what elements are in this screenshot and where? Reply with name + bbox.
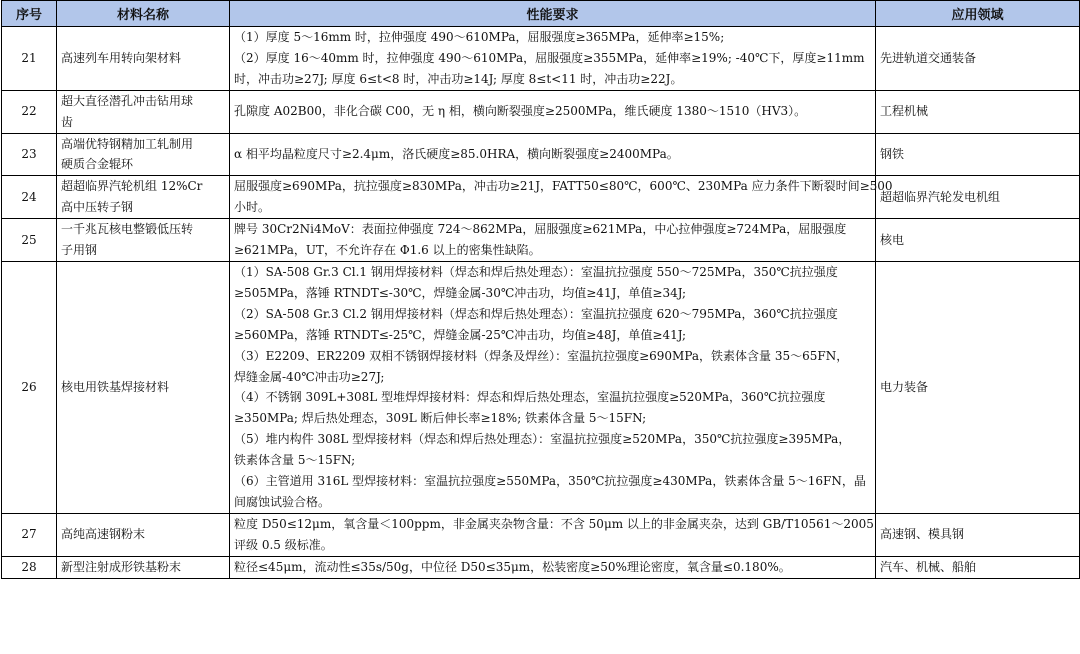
row-application: 钢铁 [876,133,1080,176]
material-name-line: 一千兆瓦核电整锻低压转 [61,222,194,237]
table-row [2,261,1080,513]
row-performance [230,513,876,556]
performance-line: ≥505MPa，落锤 RTNDT≤-30℃，焊缝金属-30℃冲击功，均值≥41J，单值≥34J; [234,285,687,300]
material-name-line: 超大直径潜孔冲击钻用球 [61,93,194,108]
row-application: 工程机械 [876,90,1080,133]
row-performance [230,90,876,133]
performance-line: （4）不锈钢 309L+308L 型堆焊焊接材料：焊态和焊后热处理态，室温抗拉强度≥520MPa，360℃抗拉强度 [234,390,826,405]
performance-line: 焊缝金属-40℃冲击功≥27J; [234,369,385,384]
row-seq: 28 [2,556,57,578]
material-name-line: 高端优特钢精加工轧制用 [61,136,194,151]
header-application: 应用领域 [876,1,1080,27]
table-row [2,219,1080,262]
row-material-name [57,176,230,219]
row-application: 汽车、机械、船舶 [876,556,1080,578]
row-seq: 24 [2,176,57,219]
performance-line: （3）E2209、ER2209 双相不锈钢焊接材料（焊条及焊丝）：室温抗拉强度≥690MPa，铁素体含量 35～65FN， [234,348,849,363]
row-performance [230,133,876,176]
material-name-line: 新型注射成形铁基粉末 [61,559,182,574]
performance-line: 铁素体含量 5～15FN; [234,453,356,468]
performance-line: （2）SA-508 Gr.3 Cl.2 钢用焊接材料（焊态和焊后热处理态）：室温抗拉强度 620～795MPa，360℃抗拉强度 [234,306,838,321]
performance-line: （1）厚度 5～16mm 时，拉伸强度 490～610MPa，屈服强度≥365MPa，延伸率≥15%; [234,30,725,44]
table-row [2,27,1080,91]
row-application: 高速钢、模具钢 [876,513,1080,556]
performance-line: 时，冲击功≥27J; 厚度 6≤t<8 时，冲击功≥14J; 厚度 8≤t<11 时，冲击功≥22J。 [234,71,683,86]
performance-line: 间腐蚀试验合格。 [234,494,331,509]
row-material-name [57,219,230,262]
row-performance [230,261,876,513]
header-material: 材料名称 [57,1,230,27]
row-performance [230,556,876,578]
performance-line: ≥560MPa，落锤 RTNDT≤-25℃，焊缝金属-25℃冲击功，均值≥48J，单值≥41J; [234,327,687,342]
performance-line: 粒度 D50≤12μm，氧含量＜100ppm，非金属夹杂物含量：不含 50μm 以上的非金属夹杂，达到 GB/T10561～2005 [234,516,874,531]
row-application: 核电 [876,219,1080,262]
material-name-line: 高纯高速钢粉末 [61,527,146,542]
performance-line: 屈服强度≥690MPa，抗拉强度≥830MPa，冲击功≥21J，FATT50≤80℃，600℃、230MPa 应力条件下断裂时间≥500 [234,179,893,194]
performance-line: ≥350MPa; 焊后热处理态，309L 断后伸长率≥18%; 铁素体含量 5～15FN; [234,411,647,426]
materials-table [1,0,1080,579]
row-material-name [57,27,230,91]
table-row [2,90,1080,133]
row-application: 超超临界汽轮发电机组 [876,176,1080,219]
row-seq: 26 [2,261,57,513]
performance-line: （2）厚度 16～40mm 时，拉伸强度 490～610MPa，屈服强度≥355MPa，延伸率≥19%; -40℃下，厚度≥11mm [234,50,865,65]
row-performance [230,219,876,262]
row-application: 先进轨道交通装备 [876,27,1080,91]
row-performance [230,176,893,219]
material-name-line: 子用钢 [61,243,98,258]
performance-line: 牌号 30Cr2Ni4MoV：表面拉伸强度 724～862MPa，屈服强度≥621MPa，中心拉伸强度≥724MPa，屈服强度 [234,222,847,237]
performance-line: 孔隙度 A02B00，非化合碳 C00，无 η 相，横向断裂强度≥2500MPa，维氏硬度 1380～1510（HV3）。 [234,104,807,119]
row-performance [230,27,876,91]
header-seq: 序号 [2,1,57,27]
row-material-name [57,90,230,133]
row-material-name [57,513,230,556]
row-material-name [57,261,230,513]
performance-line: （6）主管道用 316L 型焊接材料：室温抗拉强度≥550MPa，350℃抗拉强度≥430MPa，铁素体含量 5～16FN，晶 [234,474,866,489]
performance-line: 粒径≤45μm，流动性≤35s/50g，中位径 D50≤35μm，松装密度≥50%理论密度，氧含量≤0.180%。 [234,559,791,574]
row-seq: 21 [2,27,57,91]
row-seq: 25 [2,219,57,262]
material-name-line: 齿 [61,114,74,129]
row-seq: 22 [2,90,57,133]
row-seq: 27 [2,513,57,556]
performance-line: 评级 0.5 级标准。 [234,537,333,552]
performance-line: 小时。 [234,200,271,215]
table-row [2,556,1080,578]
row-seq: 23 [2,133,57,176]
material-name-line: 高速列车用转向架材料 [61,50,182,65]
table-row [2,513,1080,556]
table-row [2,176,1080,219]
material-name-line: 硬质合金辊环 [61,157,134,172]
table-row [2,133,1080,176]
material-name-line: 核电用铁基焊接材料 [61,379,170,394]
material-name-line: 高中压转子钢 [61,200,134,215]
performance-line: （5）堆内构件 308L 型焊接材料（焊态和焊后热处理态）：室温抗拉强度≥520MPa，350℃抗拉强度≥395MPa， [234,432,851,447]
row-material-name [57,556,230,578]
performance-line: ≥621MPa，UT，不允许存在 Φ1.6 以上的密集性缺陷。 [234,243,541,258]
performance-line: α 相平均晶粒度尺寸≥2.4μm，洛氏硬度≥85.0HRA，横向断裂强度≥2400MPa。 [234,146,679,161]
performance-line: （1）SA-508 Gr.3 Cl.1 钢用焊接材料（焊态和焊后热处理态）：室温抗拉强度 550～725MPa，350℃抗拉强度 [234,264,838,279]
header-row [2,1,1080,27]
header-performance: 性能要求 [230,1,876,27]
row-application: 电力装备 [876,261,1080,513]
material-name-line: 超超临界汽轮机组 12%Cr [61,179,203,194]
row-material-name [57,133,230,176]
